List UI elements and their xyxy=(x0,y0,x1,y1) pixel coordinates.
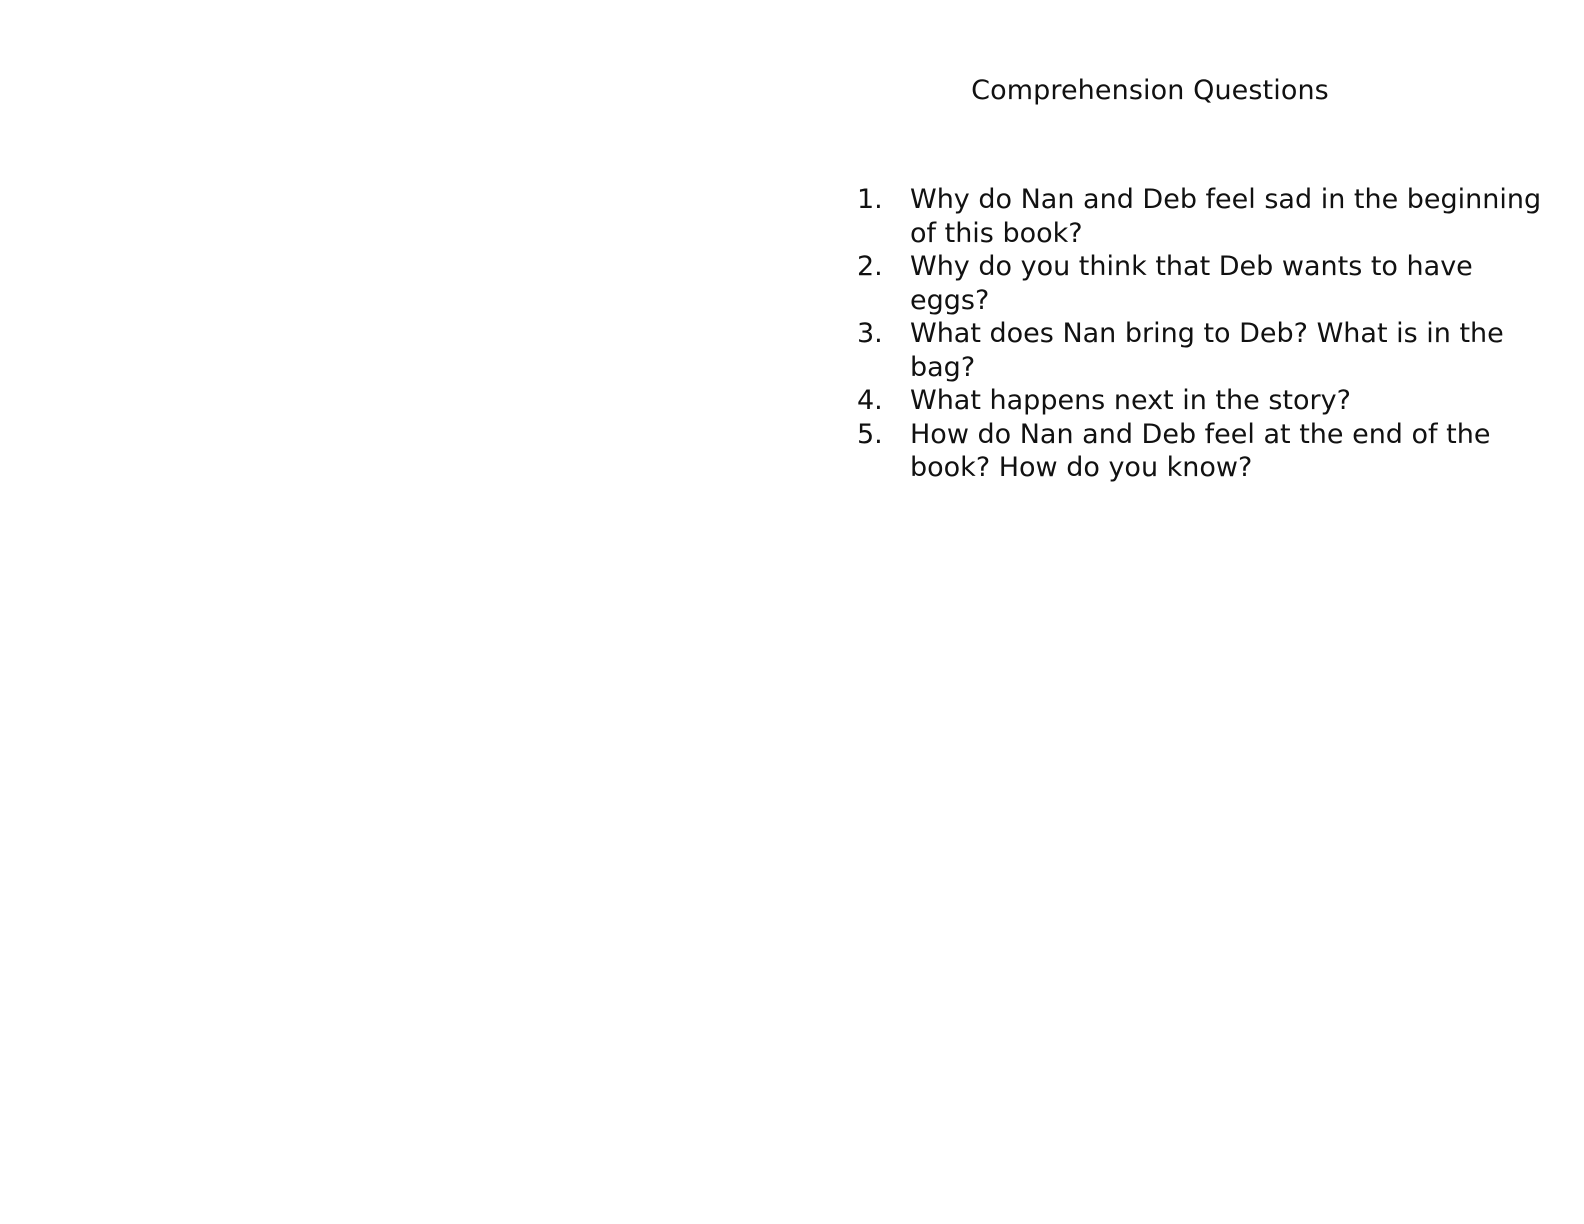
question-text: Why do you think that Deb wants to have eggs? xyxy=(910,251,1473,316)
list-item xyxy=(857,183,1547,250)
question-text: What happens next in the story? xyxy=(910,385,1351,416)
question-list xyxy=(857,183,1547,485)
question-number: 1. xyxy=(857,184,883,215)
question-number: 2. xyxy=(857,251,883,282)
list-item xyxy=(857,317,1547,384)
question-text: What does Nan bring to Deb? What is in the bag? xyxy=(910,318,1504,383)
list-item xyxy=(857,384,1547,418)
page-title: Comprehension Questions xyxy=(971,75,1329,106)
question-number: 3. xyxy=(857,318,883,349)
question-text: How do Nan and Deb feel at the end of the book? How do you know? xyxy=(910,418,1491,483)
question-number: 4. xyxy=(857,385,883,416)
list-item xyxy=(857,250,1547,317)
list-item xyxy=(857,418,1547,485)
question-number: 5. xyxy=(857,418,883,450)
question-text: Why do Nan and Deb feel sad in the beginning of this book? xyxy=(910,184,1542,249)
